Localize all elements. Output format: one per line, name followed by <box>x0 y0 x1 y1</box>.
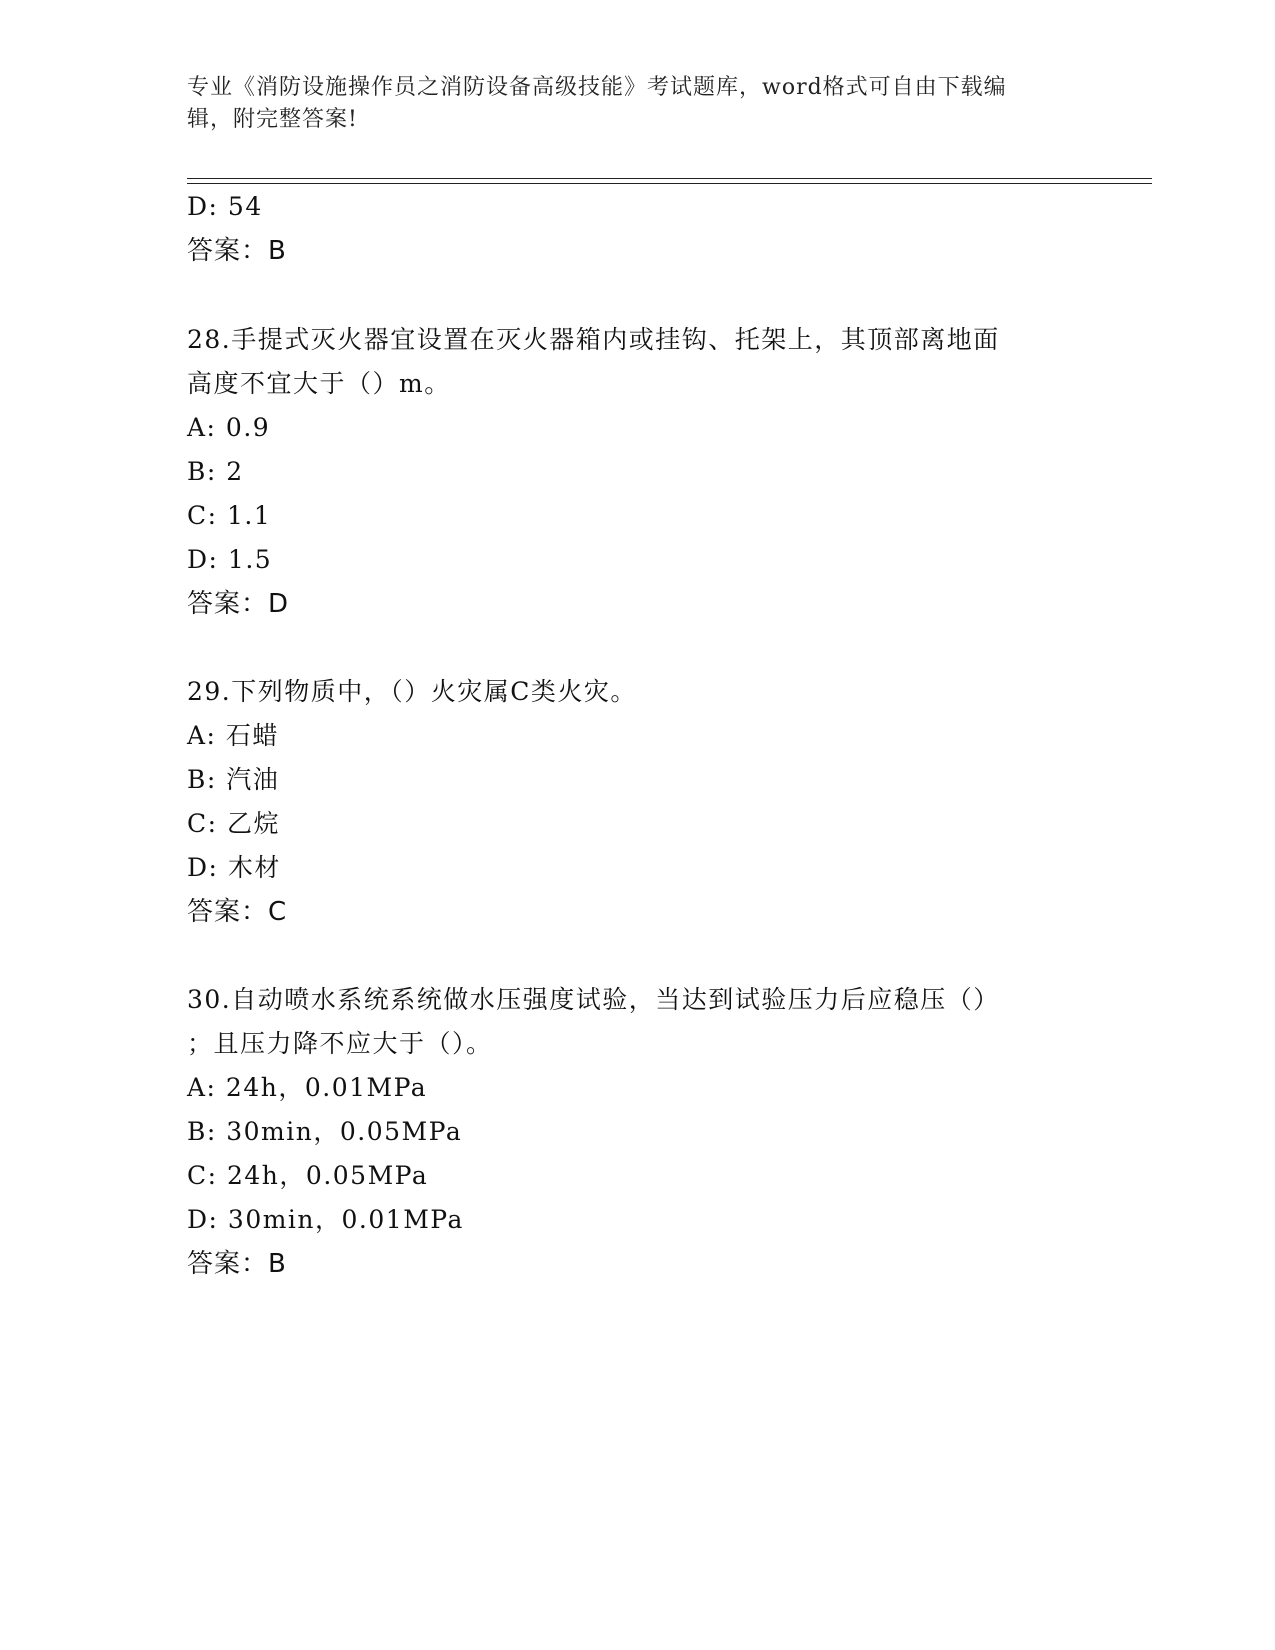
document-header <box>187 72 1087 136</box>
q28-option-d: D: 1.5 <box>187 545 273 574</box>
q28-answer: 答案：D <box>187 589 290 619</box>
q29-option-d: D: 木材 <box>187 853 281 882</box>
q30-option-b: B: 30min，0.05MPa <box>187 1117 463 1146</box>
header-divider-top <box>187 178 1152 179</box>
prev-answer: 答案：B <box>187 236 287 266</box>
q30-stem-line-1: 30.自动喷水系统系统做水压强度试验，当达到试验压力后应稳压（） <box>187 985 1000 1014</box>
q28-option-c: C: 1.1 <box>187 501 272 530</box>
header-line-1: 专业《消防设施操作员之消防设备高级技能》考试题库，word格式可自由下载编 <box>187 75 1007 100</box>
q29-answer: 答案：C <box>187 897 288 927</box>
header-line-2: 辑，附完整答案! <box>187 107 358 132</box>
q28-option-a: A: 0.9 <box>187 413 271 442</box>
q30-answer: 答案：B <box>187 1249 287 1279</box>
q29-option-b: B: 汽油 <box>187 765 280 794</box>
q30-option-d: D: 30min，0.01MPa <box>187 1205 464 1234</box>
q28-stem-line-1: 28.手提式灭火器宜设置在灭火器箱内或挂钩、托架上，其顶部离地面 <box>187 325 1000 354</box>
q28-stem-line-2: 高度不宜大于（）m。 <box>187 369 451 398</box>
header-divider-bottom <box>187 183 1152 184</box>
q29-option-c: C: 乙烷 <box>187 809 280 838</box>
q30-option-c: C: 24h，0.05MPa <box>187 1161 429 1190</box>
q29-option-a: A: 石蜡 <box>187 721 279 750</box>
q30-option-a: A: 24h，0.01MPa <box>187 1073 428 1102</box>
q29-stem-line-1: 29.下列物质中，（）火灾属C类火灾。 <box>187 677 637 706</box>
q30-stem-line-2: ；且压力降不应大于（）。 <box>187 1029 493 1058</box>
prev-option-d: D: 54 <box>187 192 263 221</box>
q28-option-b: B: 2 <box>187 457 244 486</box>
